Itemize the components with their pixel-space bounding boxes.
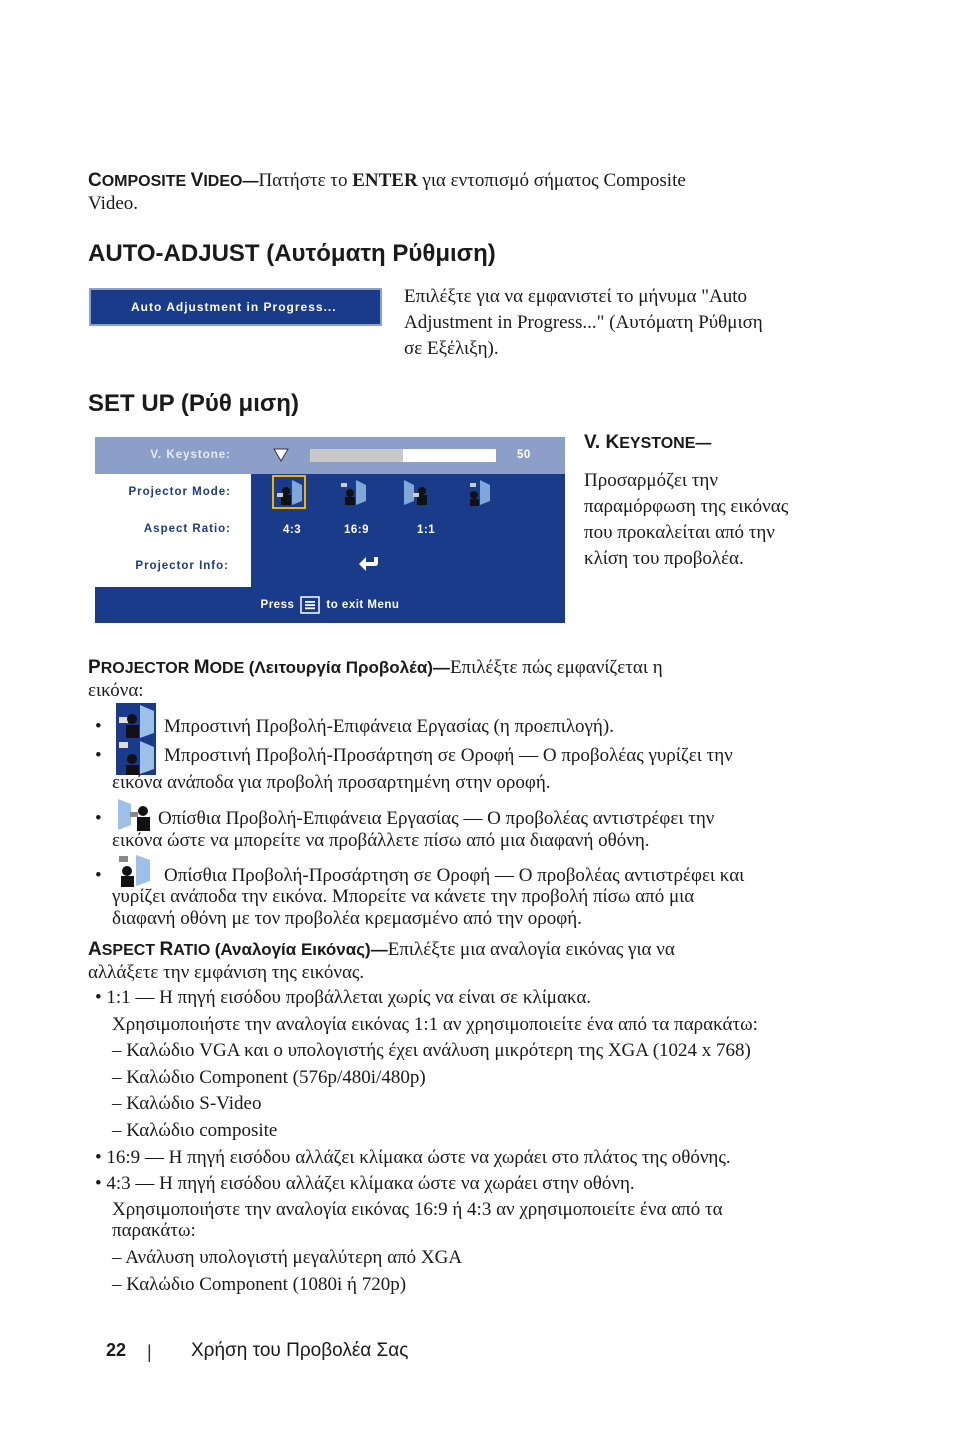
bullet-dot: •: [95, 745, 102, 766]
keystone-label: V. Keystone:: [150, 449, 231, 461]
setup-title: SET UP (Ρύθ μιση): [88, 390, 299, 417]
mode-item-3-text: Οπίσθια Προβολή-Επιφάνεια Εργασίας — Ο προβολέας αντιστρέφει την: [158, 808, 715, 829]
front-ceiling-icon: [116, 739, 156, 775]
keystone-row[interactable]: [95, 437, 565, 474]
bullet-dot: •: [95, 865, 102, 886]
aspect-option-16-9[interactable]: 16:9: [344, 524, 370, 536]
aspect-line-8: Χρησιμοποιήστε την αναλογία εικόνας 16:9 ή 4:3 αν χρησιμοποιείτε ένα από τα: [112, 1199, 723, 1220]
aspect-line-9: παρακάτω:: [112, 1220, 196, 1241]
keystone-slider-handle-icon[interactable]: [273, 448, 289, 462]
bullet-dot: •: [95, 808, 102, 829]
menu-footer-press: Press: [260, 599, 295, 611]
aspect-line-4: – Καλώδιο S-Video: [112, 1093, 262, 1114]
bullet-dot: •: [95, 716, 102, 737]
keystone-value: 50: [517, 449, 531, 461]
auto-adjust-osd-text: Auto Adjustment in Progress...: [131, 300, 337, 314]
rear-ceiling-icon: [116, 853, 156, 887]
aspect-line-11: – Καλώδιο Component (1080i ή 720p): [112, 1274, 407, 1295]
mode-item-1-text: Μπροστινή Προβολή-Επιφάνεια Εργασίας (η προεπιλογή).: [164, 716, 614, 737]
mode-item-2-text: Μπροστινή Προβολή-Προσάρτηση σε Οροφή — Ο προβολέας γυρίζει την: [164, 745, 733, 766]
keystone-heading: V. KEYSTONE—: [584, 432, 712, 453]
auto-adjust-title: AUTO-ADJUST (Αυτόματη Ρύθμιση): [88, 240, 496, 267]
menu-button-icon: [300, 596, 320, 614]
aspect-option-1-1[interactable]: 1:1: [417, 524, 436, 536]
menu-label-panel: [95, 474, 251, 587]
composite-video-heading: COMPOSITE VIDEO—: [88, 170, 259, 191]
aspect-ratio-paragraph: ASPECT RATIO (Αναλογία Εικόνας)—Επιλέξτε μια αναλογία εικόνας για να αλλάξετε την εμφάνιση της εικόνας.: [88, 939, 675, 983]
mode-item-3-text-cont: εικόνα ώστε να μπορείτε να προβάλλετε πίσω από μια διαφανή οθόνη.: [112, 830, 650, 851]
aspect-line-0: • 1:1 — Η πηγή εισόδου προβάλλεται χωρίς να είναι σε κλίμακα.: [95, 987, 592, 1008]
keystone-slider-fill: [310, 449, 403, 462]
page-number: 22: [106, 1340, 127, 1360]
aspect-line-7: • 4:3 — Η πηγή εισόδου αλλάζει κλίμακα ώστε να χωράει στην οθόνη.: [95, 1173, 635, 1194]
aspect-ratio-label: Aspect Ratio:: [143, 523, 231, 535]
composite-video-paragraph: COMPOSITE VIDEO—Πατήστε το ENTER για εντοπισμό σήματος Composite Video.: [88, 170, 686, 214]
auto-adjust-osd: [89, 288, 382, 326]
aspect-line-2: – Καλώδιο VGA και ο υπολογιστής έχει ανάλυση μικρότερη της XGA (1024 x 768): [112, 1040, 751, 1061]
keystone-slider-track[interactable]: [310, 449, 496, 462]
aspect-line-1: Χρησιμοποιήστε την αναλογία εικόνας 1:1 αν χρησιμοποιείτε ένα από τα παρακάτω:: [112, 1014, 758, 1035]
footer-divider: |: [147, 1342, 152, 1362]
mode-rear-ceiling-icon[interactable]: [466, 477, 496, 507]
mode-front-desktop-icon[interactable]: [272, 475, 306, 509]
aspect-line-5: – Καλώδιο composite: [112, 1120, 278, 1141]
aspect-line-10: – Ανάλυση υπολογιστή μεγαλύτερη από XGA: [112, 1247, 463, 1268]
menu-footer-exit: to exit Menu: [326, 599, 400, 611]
projector-info-label: Projector Info:: [135, 560, 229, 572]
mode-rear-desktop-icon[interactable]: [402, 477, 432, 507]
aspect-line-6: • 16:9 — Η πηγή εισόδου αλλάζει κλίμακα ώστε να χωράει στο πλάτος της οθόνης.: [95, 1147, 731, 1168]
footer-title: Χρήση του Προβολέα Σας: [191, 1340, 409, 1361]
front-desktop-icon: [116, 703, 156, 739]
projector-mode-heading: PROJECTOR MODE (Λειτουργία Προβολέα)—: [88, 657, 450, 678]
keystone-description: Προσαρμόζει την παραμόρφωση της εικόνας που προκαλείται από την κλίση του προβολέα.: [584, 470, 789, 569]
projector-mode-label: Projector Mode:: [128, 486, 231, 498]
mode-item-4-text-cont: γυρίζει ανάποδα την εικόνα. Μπορείτε να κάνετε την προβολή πίσω από μια διαφανή οθόνη με τον προβολέα κρεμασμένο από την οροφή.: [112, 886, 695, 929]
setup-osd-menu: [95, 437, 565, 623]
rear-desktop-icon: [116, 797, 154, 831]
aspect-line-3: – Καλώδιο Component (576p/480i/480p): [112, 1067, 426, 1088]
menu-footer: [95, 587, 565, 623]
mode-front-ceiling-icon[interactable]: [338, 477, 368, 507]
mode-item-4-text: Οπίσθια Προβολή-Προσάρτηση σε Οροφή — Ο προβολέας αντιστρέφει και: [164, 865, 745, 886]
aspect-option-4-3[interactable]: 4:3: [283, 524, 302, 536]
enter-arrow-icon[interactable]: [358, 555, 380, 573]
aspect-ratio-heading: ASPECT RATIO (Αναλογία Εικόνας)—: [88, 939, 388, 960]
mode-item-2-text-cont: εικόνα ανάποδα για προβολή προσαρτημένη στην οροφή.: [112, 772, 551, 793]
projector-mode-paragraph: PROJECTOR MODE (Λειτουργία Προβολέα)—Επιλέξτε πώς εμφανίζεται η εικόνα:: [88, 657, 663, 701]
auto-adjust-description: Επιλέξτε για να εμφανιστεί το μήνυμα "Auto Adjustment in Progress..." (Αυτόματη Ρύθμιση σε Εξέλιξη).: [404, 286, 763, 359]
